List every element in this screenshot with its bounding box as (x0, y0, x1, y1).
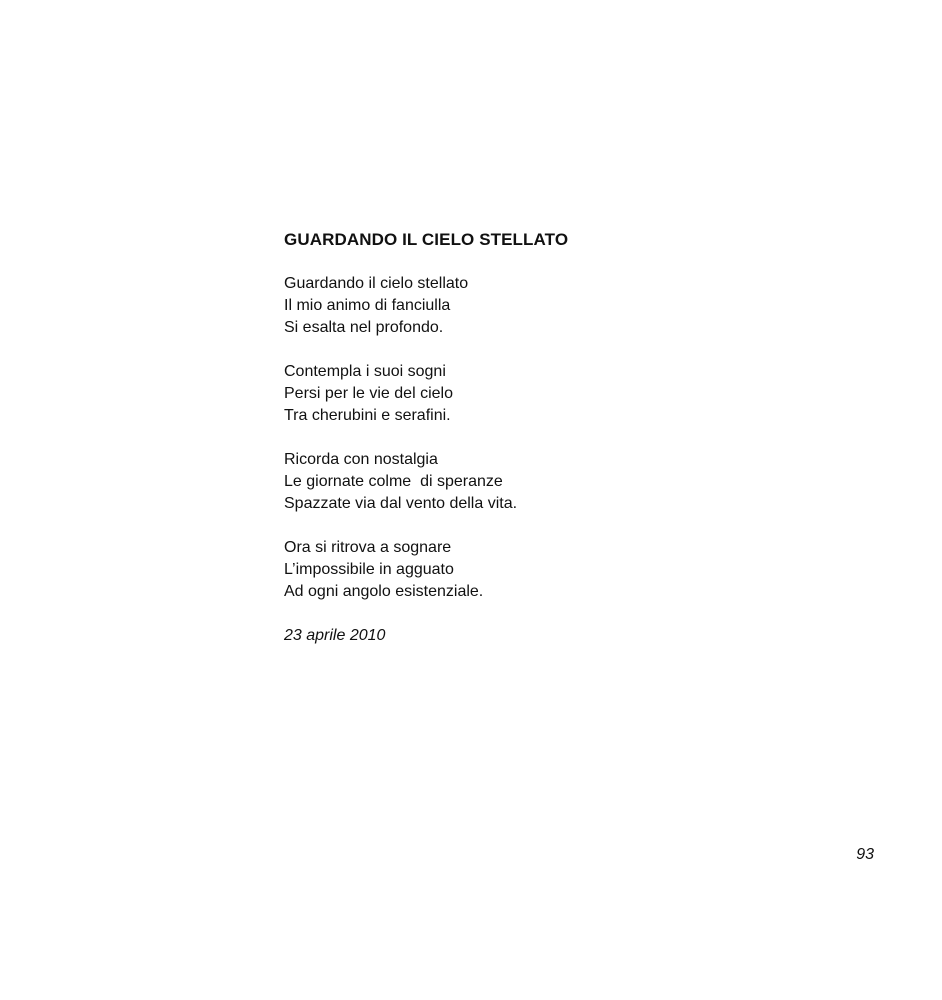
poem-line: Tra cherubini e serafini. (284, 407, 451, 424)
poem-line: Persi per le vie del cielo (284, 385, 453, 402)
stanza-4 (284, 537, 784, 603)
stanza-3 (284, 449, 784, 515)
poem-line: Ad ogni angolo esistenziale. (284, 583, 484, 600)
poem-line: Si esalta nel profondo. (284, 319, 444, 336)
poem-date: 23 aprile 2010 (284, 627, 386, 644)
poem (284, 229, 784, 647)
poem-line: Guardando il cielo stellato (284, 275, 469, 292)
poem-line: Le giornate colme di speranze (284, 473, 503, 490)
poem-line: Il mio animo di fanciulla (284, 297, 451, 314)
poem-line: Ricorda con nostalgia (284, 451, 438, 468)
poem-title: GUARDANDO IL CIELO STELLATO (284, 230, 569, 249)
poem-line: Ora si ritrova a sognare (284, 539, 452, 556)
poem-line: L’impossibile in agguato (284, 561, 454, 578)
page-number: 93 (856, 846, 874, 863)
poem-line: Spazzate via dal vento della vita. (284, 495, 518, 512)
stanza-1 (284, 273, 784, 339)
stanza-2 (284, 361, 784, 427)
poem-line: Contempla i suoi sogni (284, 363, 446, 380)
